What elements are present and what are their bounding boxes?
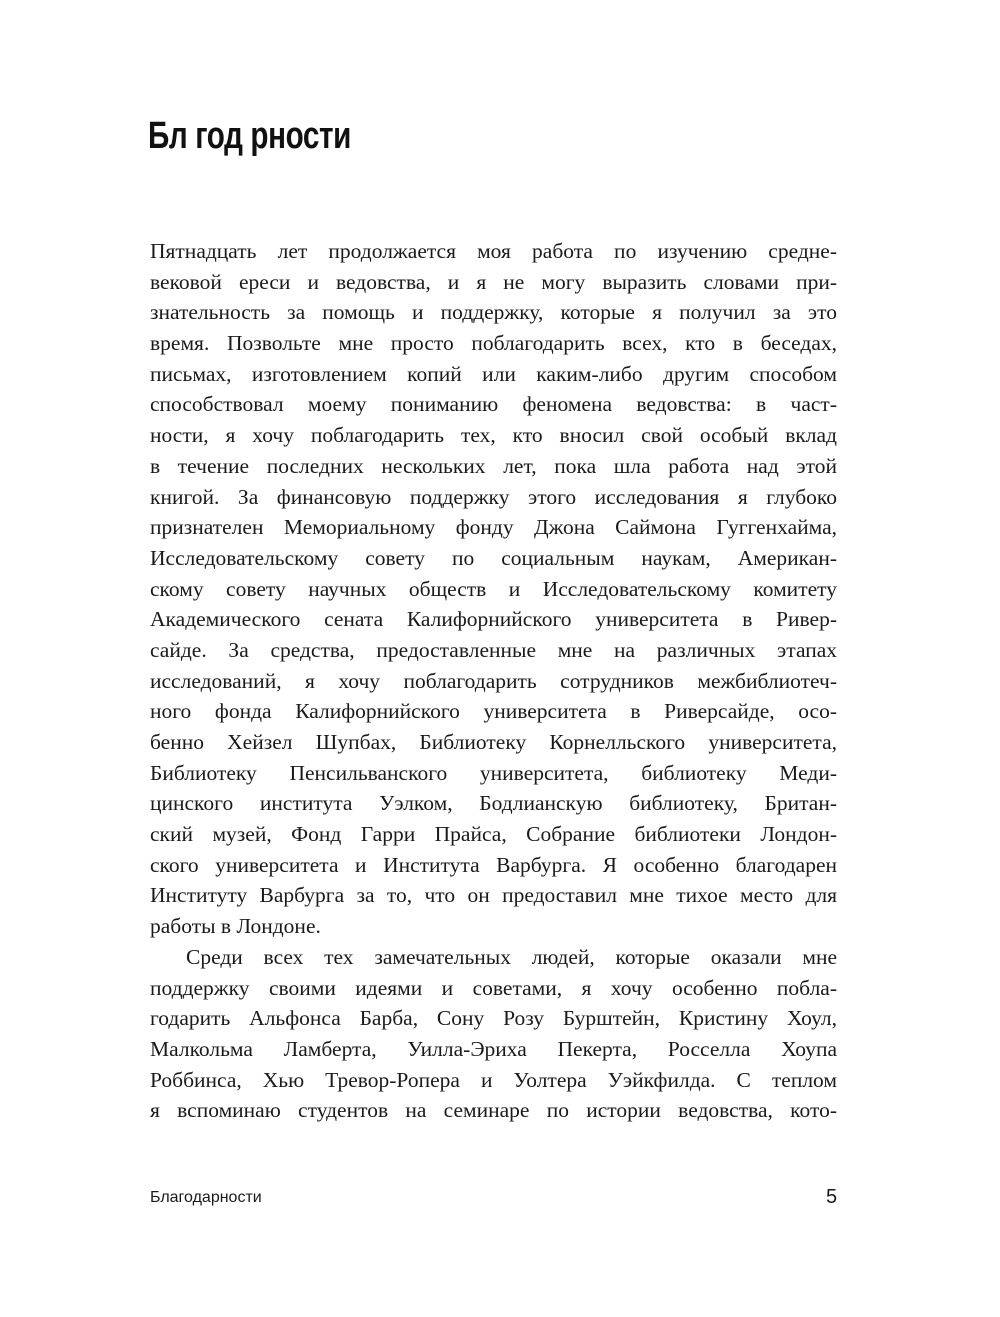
text-line: способствовал моему пониманию феномена ведовства: в част- [150, 392, 837, 417]
text-line: годарить Альфонса Барба, Сону Розу Бурштейн, Кристину Хоул, [150, 1006, 837, 1031]
text-line: время. Позвольте мне просто поблагодарить всех, кто в беседах, [150, 331, 837, 356]
page-number: 5 [826, 1186, 838, 1208]
text-line: ности, я хочу поблагодарить тех, кто вносил свой особый вклад [150, 423, 837, 448]
text-line: Исследовательскому совету по социальным наукам, Американ- [150, 545, 837, 570]
text-line: Академического сената Калифорнийского университета в Ривер- [150, 607, 837, 632]
text-line: Малкольма Ламберта, Уилла-Эриха Пекерта, Росселла Хоупа [150, 1036, 837, 1061]
text-line: Институту Варбурга за то, что он предоставил мне тихое место для [150, 883, 837, 908]
text-line: работы в Лондоне. [150, 914, 321, 939]
text-line: Среди всех тех замечательных людей, которые оказали мне [186, 944, 837, 969]
text-line: книгой. За финансовую поддержку этого исследования я глубоко [150, 484, 837, 509]
running-footer-title: Благодарности [150, 1189, 262, 1206]
text-line: исследований, я хочу поблагодарить сотрудников межбиблиотеч- [150, 668, 837, 693]
text-line: знательность за помощь и поддержку, которые я получил за это [150, 300, 837, 325]
text-line: письмах, изготовлением копий или каким-либо другим способом [150, 361, 837, 386]
text-line: вековой ереси и ведовства, и я не могу выразить словами при- [150, 269, 837, 294]
body-text [150, 236, 837, 1126]
text-line: Библиотеку Пенсильванского университета, библиотеку Меди- [150, 760, 837, 785]
text-line: в течение последних нескольких лет, пока шла работа над этой [150, 453, 837, 478]
text-line: ский музей, Фонд Гарри Прайса, Собрание библиотеки Лондон- [150, 822, 837, 847]
text-line: Пятнадцать лет продолжается моя работа по изучению средне- [150, 239, 837, 263]
text-line: ного фонда Калифорнийского университета в Риверсайде, осо- [150, 699, 837, 724]
text-line: Роббинса, Хью Тревор-Ропера и Уолтера Уэйкфилда. С теплом [150, 1067, 837, 1092]
text-line: поддержку своими идеями и советами, я хочу особенно побла- [150, 975, 837, 1000]
text-line: сайде. За средства, предоставленные мне на различных этапах [150, 637, 837, 662]
text-line: я вспоминаю студентов на семинаре по истории ведовства, кото- [150, 1098, 837, 1123]
text-line: признателен Мемориальному фонду Джона Саймона Гуггенхайма, [150, 515, 837, 540]
text-line: ского университета и Института Варбурга. Я особенно благодарен [150, 852, 837, 877]
text-line: бенно Хейзел Шупбах, Библиотеку Корнелльского университета, [150, 730, 837, 754]
page-heading: Бл год рности [148, 115, 351, 157]
text-line: скому совету научных обществ и Исследовательскому комитету [150, 576, 837, 601]
text-line: цинского института Уэлком, Бодлианскую библиотеку, Британ- [150, 791, 837, 816]
